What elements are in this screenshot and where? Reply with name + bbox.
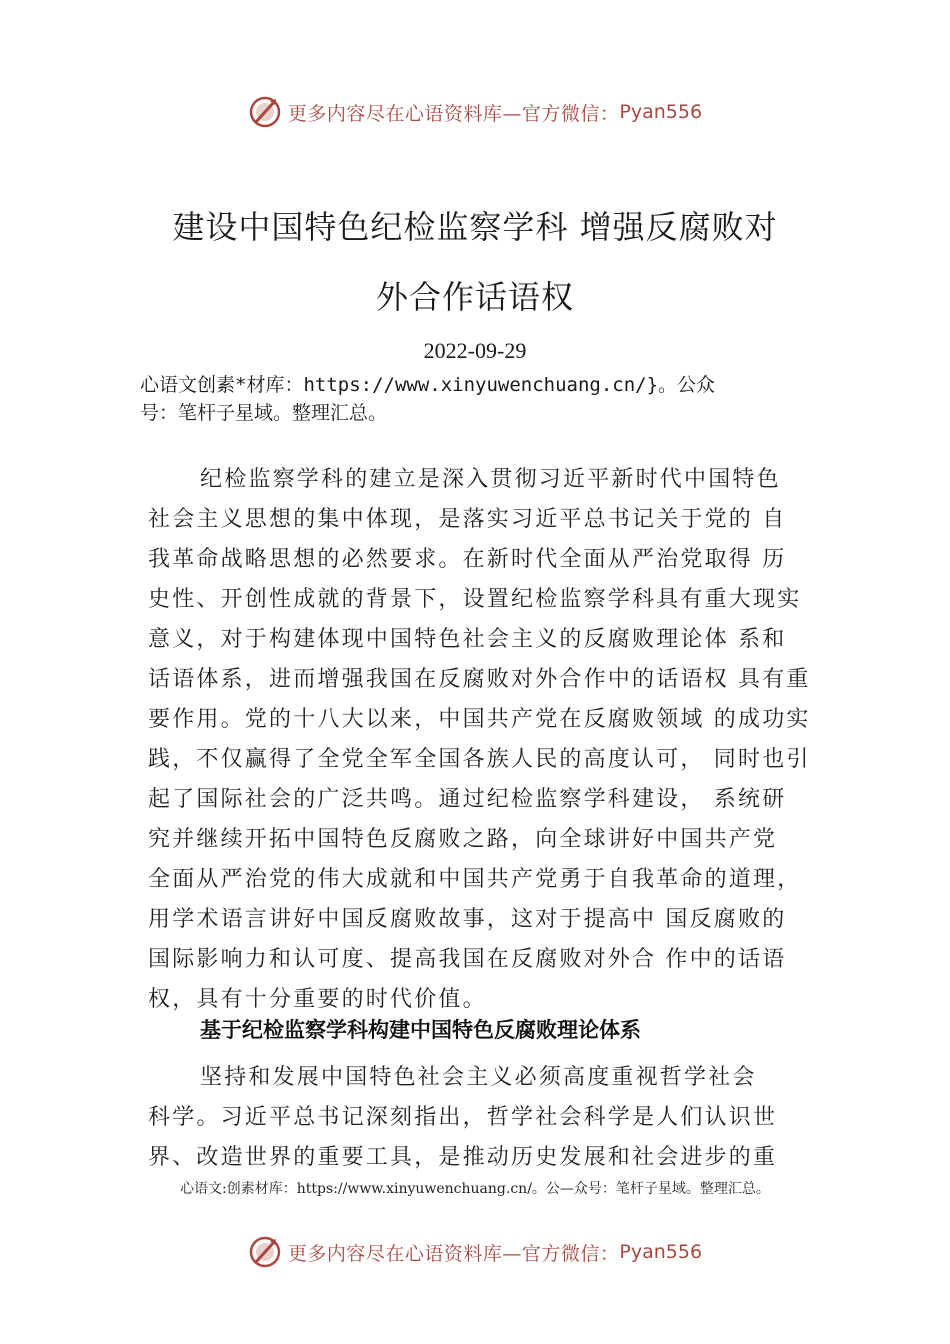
- source-line-1: 心语文创素*材库：https://www.xinyuwenchuang.cn/}。公众: [140, 374, 716, 396]
- publish-date: 2022-09-29: [423, 338, 527, 363]
- section-heading: 基于纪检监察学科构建中国特色反腐败理论体系: [200, 1018, 641, 1042]
- footer-source-note: 心语文:创素材库：https://www.xinyuwenchuang.cn/。公—众号：笔杆子星域。整理汇总。: [180, 1181, 770, 1197]
- brush-logo-icon: [248, 1235, 282, 1269]
- paragraph-1-line: 纪检监察学科的建立是深入贯彻习近平新时代中国特色: [200, 467, 781, 492]
- paragraph-1-line: 话语体系，进而增强我国在反腐败对外合作中的话语权 具有重: [148, 667, 811, 692]
- paragraph-1-line: 究并继续开拓中国特色反腐败之路，向全球讲好中国共产党: [148, 827, 778, 852]
- paragraph-1-line: 我革命战略思想的必然要求。在新时代全面从严治党取得 历: [148, 547, 787, 572]
- paragraph-1-line: 用学术语言讲好中国反腐败故事，这对于提高中 国反腐败的: [148, 907, 787, 932]
- banner-text: 更多内容尽在心语资料库—官方微信：: [287, 102, 620, 125]
- paragraph-1-line: 国际影响力和认可度、提高我国在反腐败对外合 作中的话语: [148, 947, 787, 972]
- footer-banner: [0, 1232, 950, 1272]
- source-line-2: 号：笔杆子星域。整理汇总。: [140, 402, 388, 424]
- paragraph-1-line: 意义，对于构建体现中国特色社会主义的反腐败理论体 系和: [148, 627, 787, 652]
- paragraph-1-line: 起了国际社会的广泛共鸣。通过纪检监察学科建设， 系统研: [148, 787, 787, 812]
- document-title-line-1: 建设中国特色纪检监察学科 增强反腐败对: [172, 208, 778, 246]
- paragraph-2-line: 科学。习近平总书记深刻指出，哲学社会科学是人们认识世: [148, 1105, 778, 1130]
- paragraph-1-line: 社会主义思想的集中体现，是落实习近平总书记关于党的 自: [148, 507, 787, 532]
- banner-text: 更多内容尽在心语资料库—官方微信：: [287, 1242, 620, 1265]
- document-title-line-2: 外合作话语权: [375, 278, 574, 316]
- brush-logo-icon: [248, 95, 282, 129]
- header-banner: [0, 92, 950, 132]
- banner-wechat-handle: Pyan556: [619, 1241, 703, 1263]
- paragraph-2-line: 坚持和发展中国特色社会主义必须高度重视哲学社会: [200, 1065, 757, 1090]
- paragraph-1-line: 要作用。党的十八大以来，中国共产党在反腐败领域 的成功实: [148, 707, 811, 732]
- paragraph-2-line: 界、改造世界的重要工具，是推动历史发展和社会进步的重: [148, 1145, 778, 1170]
- paragraph-1-line: 史性、开创性成就的背景下，设置纪检监察学科具有重大现实: [148, 587, 802, 612]
- banner-wechat-handle: Pyan556: [619, 101, 703, 123]
- paragraph-1-line: 全面从严治党的伟大成就和中国共产党勇于自我革命的道理，: [148, 867, 802, 892]
- paragraph-1-line: 践，不仅赢得了全党全军全国各族人民的高度认可， 同时也引: [148, 747, 811, 772]
- paragraph-1-line: 权，具有十分重要的时代价值。: [148, 987, 487, 1012]
